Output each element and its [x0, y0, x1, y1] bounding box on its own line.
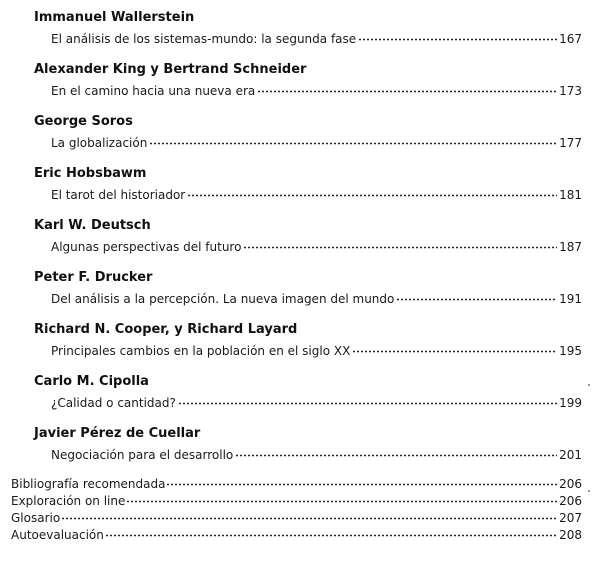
- dot-leader: [61, 517, 558, 520]
- entry-title: Negociación para el desarrollo: [51, 448, 234, 462]
- back-matter-item[interactable]: [11, 527, 582, 544]
- dot-leader: [178, 402, 557, 405]
- entry-author: Eric Hobsbawm: [34, 166, 147, 181]
- toc-entry: [34, 270, 582, 307]
- back-matter-title: Glosario: [11, 511, 61, 525]
- back-matter-list: [11, 476, 582, 544]
- entry-author: Karl W. Deutsch: [34, 218, 151, 233]
- entry-author: Immanuel Wallerstein: [34, 10, 195, 25]
- dot-leader: [257, 90, 557, 93]
- back-matter-item[interactable]: [11, 476, 582, 493]
- toc-line[interactable]: [51, 292, 582, 307]
- page-number: 201: [559, 448, 582, 462]
- entry-author: Richard N. Cooper, y Richard Layard: [34, 322, 298, 337]
- dot-leader: [352, 350, 557, 353]
- entry-author: Carlo M. Cipolla: [34, 374, 149, 389]
- scan-speck: [588, 490, 590, 492]
- toc-line[interactable]: [51, 188, 582, 203]
- toc-entry: [34, 166, 582, 203]
- toc-entry: [34, 374, 582, 411]
- toc-entry: [34, 322, 582, 359]
- entry-author: George Soros: [34, 114, 133, 129]
- page-number: 195: [559, 344, 582, 358]
- page-number: 208: [559, 528, 582, 542]
- dot-leader: [396, 298, 557, 301]
- back-matter-title: Bibliografía recomendada: [11, 477, 166, 491]
- entry-title: La globalización: [51, 136, 148, 150]
- entry-title: Del análisis a la percepción. La nueva imagen del mundo: [51, 292, 395, 306]
- toc-line[interactable]: [51, 32, 582, 47]
- page-number: 207: [559, 511, 582, 525]
- toc-entry: [34, 10, 582, 47]
- dot-leader: [126, 500, 558, 503]
- toc-entry: [34, 218, 582, 255]
- back-matter-title: Autoevaluación: [11, 528, 104, 542]
- dot-leader: [235, 454, 557, 457]
- entry-title: El análisis de los sistemas-mundo: la segunda fase: [51, 32, 357, 46]
- toc-line[interactable]: [51, 84, 582, 99]
- scan-speck: [588, 384, 590, 386]
- dot-leader: [358, 38, 557, 41]
- entry-title: El tarot del historiador: [51, 188, 186, 202]
- page-number: 206: [559, 494, 582, 508]
- entry-title: ¿Calidad o cantidad?: [51, 396, 176, 410]
- dot-leader: [149, 142, 557, 145]
- entry-title: En el camino hacia una nueva era: [51, 84, 256, 98]
- page-number: 173: [559, 84, 582, 98]
- entry-title: Algunas perspectivas del futuro: [51, 240, 242, 254]
- dot-leader: [243, 246, 557, 249]
- page-number: 181: [559, 188, 582, 202]
- page-number: 206: [559, 477, 582, 491]
- page-number: 177: [559, 136, 582, 150]
- toc-line[interactable]: [51, 448, 582, 463]
- dot-leader: [105, 534, 558, 537]
- toc-line[interactable]: [51, 344, 582, 359]
- page-number: 187: [559, 240, 582, 254]
- toc-line[interactable]: [51, 136, 582, 151]
- page-number: 199: [559, 396, 582, 410]
- entry-author: Alexander King y Bertrand Schneider: [34, 62, 307, 77]
- dot-leader: [187, 194, 557, 197]
- back-matter-item[interactable]: [11, 510, 582, 527]
- page-number: 191: [559, 292, 582, 306]
- toc-entry: [34, 62, 582, 99]
- back-matter-item[interactable]: [11, 493, 582, 510]
- toc-entry: [34, 114, 582, 151]
- entry-title: Principales cambios en la población en el siglo XX: [51, 344, 351, 358]
- entry-author: Peter F. Drucker: [34, 270, 153, 285]
- page-number: 167: [559, 32, 582, 46]
- back-matter-title: Exploración on line: [11, 494, 126, 508]
- dot-leader: [166, 483, 558, 486]
- toc-entry: [34, 426, 582, 463]
- toc-line[interactable]: [51, 240, 582, 255]
- toc-line[interactable]: [51, 396, 582, 411]
- entry-author: Javier Pérez de Cuellar: [34, 426, 201, 441]
